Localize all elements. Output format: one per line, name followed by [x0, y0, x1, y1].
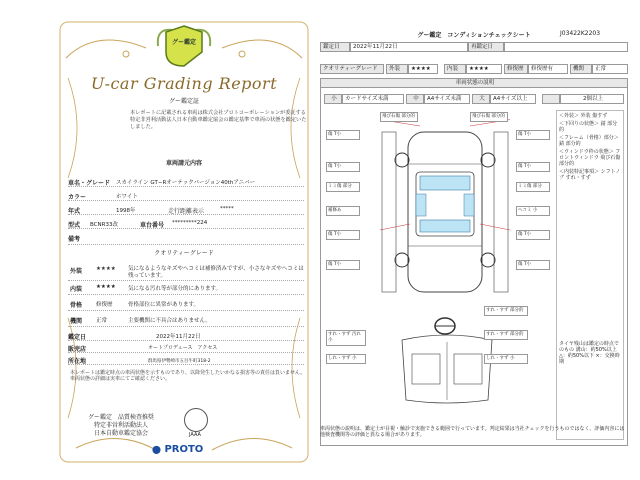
frame-desc: 骨格部位に異常があります。	[128, 302, 200, 308]
recheck-label: 再鑑定日	[468, 42, 504, 52]
year-value: 1998年	[116, 208, 136, 214]
grade-engine-value: 正常	[592, 64, 628, 74]
model-value: BCNR33改	[90, 222, 118, 228]
mark-label: 補修あ	[326, 206, 360, 216]
date-label: 鑑定日	[68, 334, 87, 341]
date-value: 2022年11月22日	[156, 334, 201, 340]
mark-label: 傷 T小	[326, 162, 360, 172]
size-large-value: A4サイズ以上	[490, 94, 536, 104]
size-small-label: 小	[324, 94, 342, 104]
grade-interior-label: 内装	[444, 64, 466, 74]
grade-engine-label: 機関	[570, 64, 592, 74]
quality-section-title: クオリティーグレード	[154, 250, 214, 257]
sheet-footer: 車両状態の説明は、鑑定士が目視・触診で実施できる範囲で行っています。判定結果は当社チェックを行うものではなく、評価内容には他検査機関等の評価と異なる場合があります。	[320, 426, 625, 438]
mark-label: ミミ傷 部分	[326, 182, 360, 192]
size-medium-value: A4サイズ未満	[424, 94, 470, 104]
note-item: タイヤ残山は鑑定の時点でのもの 溝山：約50%以上 △：約50%以下 ×：交換時期	[559, 341, 620, 365]
notes-panel	[556, 110, 624, 440]
size-medium-label: 中	[406, 94, 424, 104]
interior-label: 内装	[70, 286, 83, 293]
footer-note: 本レポートは鑑定時点の車両状態を示すものであり、以降発生したいかなる損害等の責任は負いません。車両状態の詳細は実車にてご確認ください。	[70, 370, 306, 382]
interior-grade: ★★★★	[96, 284, 116, 290]
mark-label: 傷 T小	[516, 130, 550, 140]
grade-exterior-label: 外装	[386, 64, 408, 74]
date-label: 鑑定日	[320, 42, 350, 52]
sheet-title: グー鑑定 コンディションチェックシート	[417, 32, 531, 39]
grade-interior-value: ★★★★	[466, 64, 502, 74]
mark-label: 傷 T小	[326, 130, 360, 140]
size-small-value: カードサイズ未満	[342, 94, 404, 104]
size-count-value: 2個以上	[560, 94, 624, 104]
mark-label: すれ・すず 汚れ 小	[326, 330, 366, 346]
mark-label: 傷 T小	[326, 260, 360, 270]
engine-desc: 主要機関に不具合はありません。	[128, 318, 211, 324]
note-item: ＜内装特記事項＞ シフトノブ すれ・すず	[559, 169, 621, 181]
size-large-label: 大	[472, 94, 490, 104]
mark-label: しれ・すず 小	[484, 354, 528, 364]
frame-grade: 修復歴	[96, 302, 113, 308]
frame-label: 骨格	[70, 302, 83, 309]
chassis-value: *********224	[172, 220, 208, 226]
shop-value: オートプロデュース アクセス	[148, 345, 218, 351]
recheck-value	[504, 42, 628, 52]
interior-desc: 気になる汚れ等が部分的にあります。	[128, 286, 222, 292]
note-item: ＜フレーム（骨格）部分＞ 錆 部分的	[559, 135, 619, 147]
mark-label: すれ・すず 部分的	[484, 306, 528, 316]
grade-repair-label: 修復歴	[504, 64, 528, 74]
certificate-subtitle: グー鑑定証	[168, 98, 199, 105]
mark-label: 傷 T小	[516, 162, 550, 172]
goo-badge	[152, 22, 216, 70]
car-interior-diagram	[392, 330, 502, 410]
address-label: 所在地	[68, 358, 87, 365]
model-label: 型式	[68, 222, 81, 229]
mileage-value: *****	[220, 206, 234, 212]
note-item: ＜下回りの状態＞ 錆 部分的	[559, 121, 618, 133]
org-line-3: 日本自動車鑑定協会	[93, 430, 148, 437]
jaaa-logo	[184, 408, 208, 432]
remarks-label: 備考	[68, 236, 81, 243]
exterior-grade: ★★★★	[96, 266, 116, 272]
date-value: 2022年11月22日	[350, 42, 468, 52]
doc-id: J03422K2203	[560, 30, 601, 37]
grade-exterior-value: ★★★★	[408, 64, 438, 74]
quality-label: クオリティーグレード	[320, 64, 384, 74]
shop-label: 販売店	[68, 346, 87, 353]
vehicle-section-title: 車両請元内容	[165, 160, 202, 167]
org-line-2: 特定非営利活動法人	[93, 422, 148, 429]
mark-label: 傷 T小	[516, 260, 550, 270]
mark-label: ミミ傷 部分	[516, 182, 550, 192]
car-name-value: スカイライン GT−Rオーテックバージョン40thアニバー	[116, 180, 256, 186]
engine-label: 機関	[70, 318, 83, 325]
proto-logo-text: PROTO	[164, 444, 204, 455]
condition-check-sheet	[320, 30, 628, 466]
mark-label: しれ・すず 小	[326, 354, 366, 364]
note-item: ＜ウィンドウ枠の状態＞ フロントウィンドウ 飛び石傷 部分的	[559, 149, 621, 167]
mark-label: ヘコミ 小	[516, 206, 550, 216]
size-blank-label	[542, 94, 560, 104]
note-item: ＜外装＞ 外装 傷すず	[559, 113, 608, 119]
engine-grade: 正常	[96, 318, 108, 324]
car-name-label: 車名・グレード	[68, 180, 111, 187]
mark-label: 飛び石傷 部分的	[470, 112, 508, 122]
grading-certificate	[56, 18, 312, 466]
badge-text: グー鑑定	[171, 39, 196, 46]
proto-logo: ⬤ PROTO	[152, 444, 204, 455]
color-label: カラー	[68, 194, 87, 201]
exterior-desc: 気になるようなキズやヘコミは補修済みですが、小さなキズやヘコミは残っています。	[128, 266, 304, 279]
year-label: 年式	[68, 208, 81, 215]
certificate-title: U-car Grading Report	[90, 74, 278, 93]
mark-label: すれ・すず 部分的	[484, 330, 528, 340]
jaaa-label: JAAA	[189, 432, 201, 438]
condition-title: 車両状態の説明	[320, 78, 628, 88]
mark-label: 傷 T小	[516, 230, 550, 240]
exterior-label: 外装	[70, 268, 83, 275]
org-line-1: グー鑑定 品質検査推奨	[87, 414, 154, 421]
color-value: ホワイト	[116, 194, 138, 200]
mileage-label: 走行距離表示	[168, 208, 205, 215]
mark-label: 傷 T小	[326, 230, 360, 240]
mark-label: 飛び石傷 部分的	[380, 112, 418, 122]
certificate-intro: 本レポートに記載される車両は株式会社プロトコーポレーションが委託する特定非営利活動法人日本自動車鑑定協会の鑑定基準で車両の状態を鑑定いたしました。	[130, 110, 307, 130]
grade-repair-value: 修復歴有	[528, 64, 568, 74]
address-value: 群馬県伊勢崎市五目牛町318-2	[148, 359, 211, 364]
car-top-diagram	[380, 112, 510, 352]
chassis-label: 車台番号	[140, 222, 165, 229]
